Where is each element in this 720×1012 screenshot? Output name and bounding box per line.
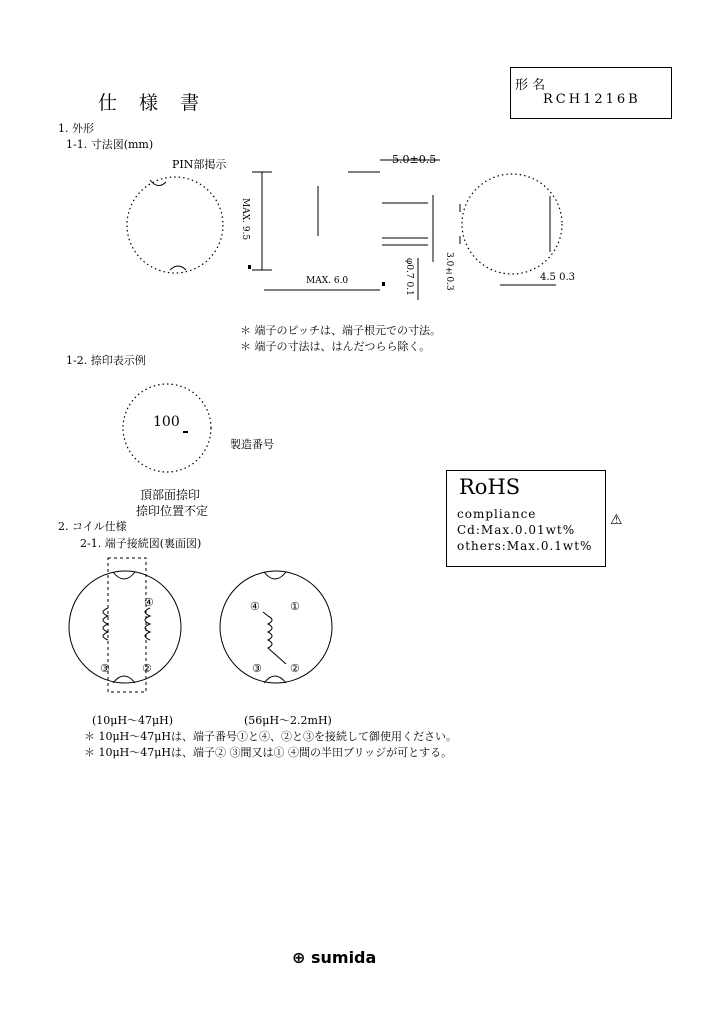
dim-height: MAX. 9.5 [240,198,250,241]
dim-pitch-vertical: 3.0±0.3 [444,252,454,291]
dim-width: 5.0±0.5 [392,153,437,166]
part-label: 形 名 [515,78,546,93]
pin-notch-mark [150,180,166,186]
connection-note-2: ＊ 10μH～47μHは、端子② ③間又は① ④間の半田ブリッジが可とする。 [84,746,453,759]
dim-arrow [382,282,385,286]
dim-pitch-horizontal: 4.5 0.3 [540,272,575,283]
rohs-heading: RoHS [459,475,521,499]
marking-value: 100 [153,414,180,430]
section-marking: 1-2. 捺印表示例 [66,354,146,367]
section-dimensions: 1-1. 寸法図(mm) [66,138,154,151]
section-coil-spec: 2. コイル仕様 [58,520,127,533]
surface-marking-label: 頂部面捺印 [140,488,201,502]
left-pin-3: ③ [100,662,110,675]
note-dimension: ＊ 端子の寸法は、はんだつらら除く。 [240,340,431,353]
lot-pointer [183,431,188,433]
right-coil [268,616,286,664]
right-pin-3: ③ [252,662,262,675]
right-pin-2: ② [290,662,300,675]
connection-right-outline [220,571,332,683]
connection-left-outline [69,571,181,683]
lot-number-label: 製造番号 [230,438,274,451]
document-title: 仕 様 書 [98,92,208,114]
rohs-others: others:Max.0.1wt% [457,539,593,553]
right-pin-4: ④ [250,600,260,613]
top-view-outline [127,177,223,273]
section-outline: 1. 外形 [58,122,94,135]
warning-triangle-icon: ⚠ [610,512,623,528]
right-pin-1: ① [290,600,300,613]
sumida-logo-icon: ⊕ [292,948,306,967]
part-number: RCH1216B [543,92,641,107]
rohs-box [446,470,606,567]
dim-wire: φ0.7 0.1 [404,258,414,296]
marking-position-label: 捺印位置不定 [136,504,209,518]
rohs-cadmium: Cd:Max.0.01wt% [457,523,576,537]
right-inductance-range: (56μH～2.2mH) [244,714,332,727]
pin-mark-label: PIN部掲示 [172,158,227,171]
left-inductance-range: (10μH～47μH) [92,714,174,727]
rohs-compliance: compliance [457,507,537,521]
bottom-notch-mark [170,266,186,270]
note-pitch: ＊ 端子のピッチは、端子根元での寸法。 [240,324,442,337]
left-pin-2: ② [142,662,152,675]
dim-max-depth: MAX. 6.0 [306,276,349,286]
left-top-notch [113,572,135,579]
right-top-notch [264,572,286,579]
section-terminal-connection: 2-1. 端子接続図(裏面図) [80,537,202,550]
bottom-view-outline [462,174,562,274]
brand-logo [292,948,376,967]
brand-name: sumida [310,948,377,967]
dim-arrow [248,265,251,269]
left-coil-a [103,608,108,640]
connection-note-1: ＊ 10μH～47μHは、端子番号①と④、②と③を接続して御使用ください。 [84,730,457,743]
left-pin-4: ④ [144,596,154,609]
